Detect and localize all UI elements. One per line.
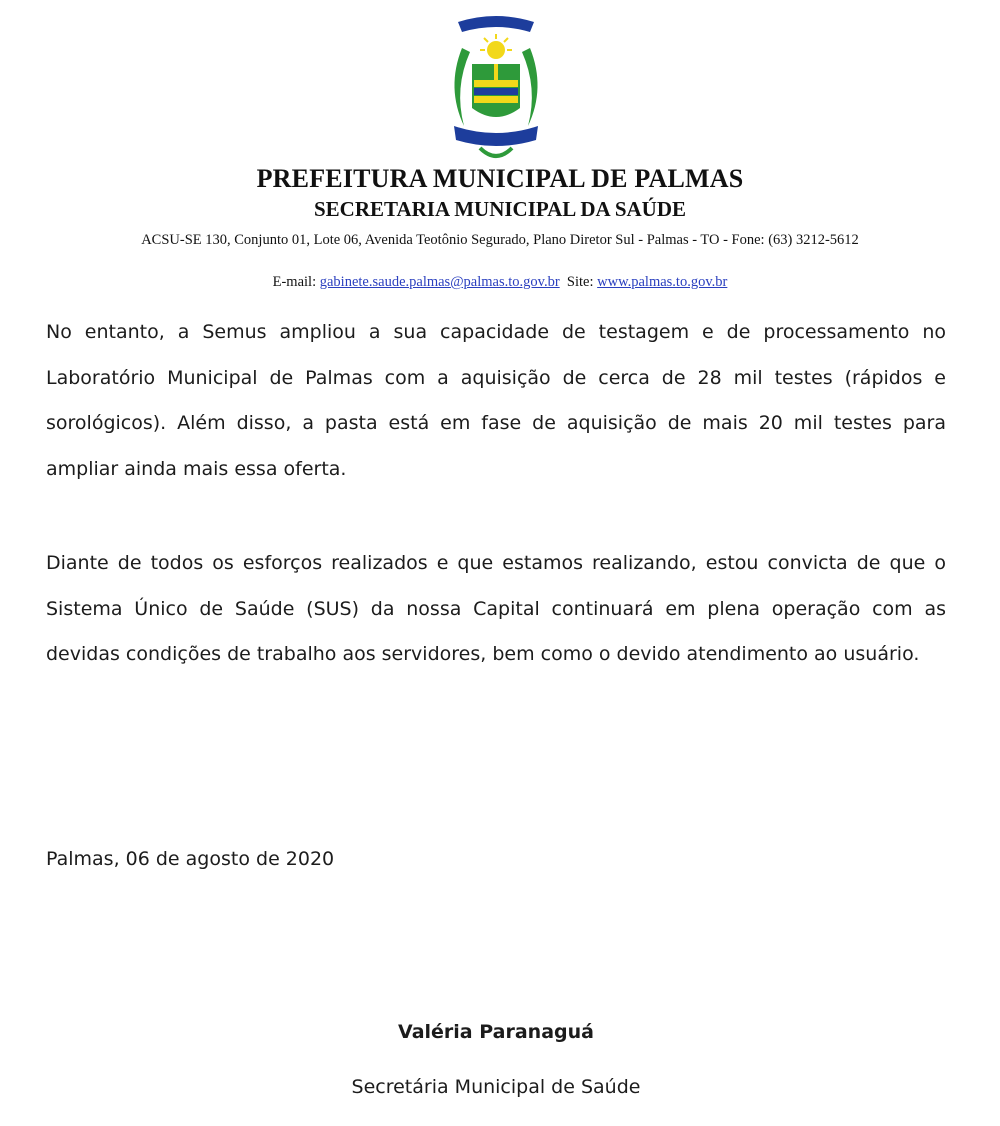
signatory-name: Valéria Paranaguá — [398, 1021, 594, 1043]
email-link[interactable]: gabinete.saude.palmas@palmas.to.gov.br — [319, 274, 560, 290]
body-paragraph-1: No entanto, a Semus ampliou a sua capacidade de testagem e de processamento no Laboratório Municipal de Palmas com a aquisição de cerca de 28 mil testes (rápidos e sorológicos). Além disso, a pasta está em fase de aquisição de mais 20 mil testes para ampliar ainda mais essa oferta. — [46, 321, 946, 480]
department-address: ACSU-SE 130, Conjunto 01, Lote 06, Avenida Teotônio Segurado, Plano Diretor Sul - Palmas - TO - Fone: (63) 3212-5612 — [141, 232, 859, 248]
body-paragraph-2: Diante de todos os esforços realizados e que estamos realizando, estou convicta de que o Sistema Único de Saúde (SUS) da nossa Capital continuará em plena operação com as devidas condições de trabalho aos servidores, bem como o devido atendimento ao usuário. — [46, 552, 946, 665]
municipality-title: PREFEITURA MUNICIPAL DE PALMAS — [256, 164, 744, 193]
site-link[interactable]: www.palmas.to.gov.br — [597, 274, 728, 290]
site-label: Site: — [566, 274, 594, 290]
letter-date: Palmas, 06 de agosto de 2020 — [46, 848, 335, 870]
email-label: E-mail: — [272, 274, 317, 290]
palmas-coat-of-arms-logo — [440, 8, 552, 164]
department-title: SECRETARIA MUNICIPAL DA SAÚDE — [313, 197, 687, 221]
signatory-role: Secretária Municipal de Saúde — [351, 1076, 641, 1098]
contact-line — [0, 274, 1000, 291]
